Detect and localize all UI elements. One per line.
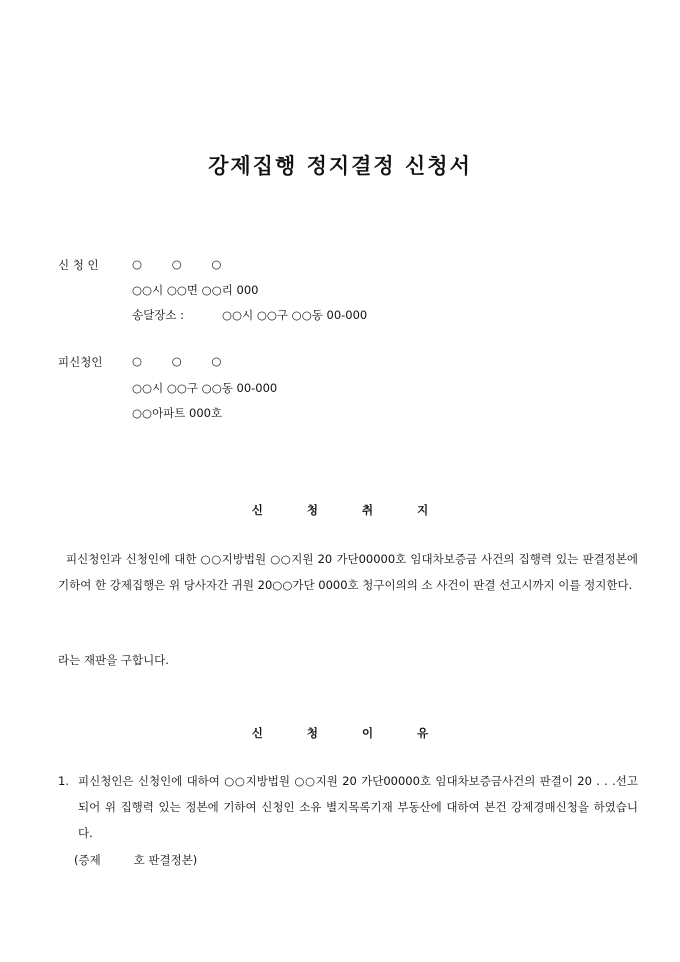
purpose-body: 피신청인과 신청인에 대한 ○○지방법원 ○○지원 20 가단00000호 임대차보증금 사건의 집행력 있는 판결정본에 기하여 한 강제집행은 위 당사자간 귀원 20○○가단 0000호 청구이의의 소 사건이 판결 선고시까지 이를 정지한다.: [58, 552, 638, 592]
applicant-address: ○○시 ○○면 ○○리 000: [132, 283, 259, 297]
respondent-label: 피신청인: [58, 355, 103, 369]
purpose-closing: 라는 재판을 구합니다.: [58, 653, 169, 667]
purpose-heading: 신 청 취 지: [251, 503, 429, 517]
applicant-label: 신 청 인: [58, 258, 99, 272]
respondent-name: ○ ○ ○: [132, 354, 222, 368]
reasons-heading: 신 청 이 유: [251, 726, 429, 740]
reason-item-number: 1.: [58, 774, 69, 788]
applicant-name: ○ ○ ○: [132, 257, 222, 271]
service-address: ○○시 ○○구 ○○동 00-000: [222, 308, 368, 322]
document-title: 강제집행 정지결정 신청서: [208, 153, 472, 178]
reason-evidence: (증제 호 판결정본): [74, 853, 198, 867]
respondent-address-detail: ○○아파트 000호: [132, 406, 223, 420]
service-address-label: 송달장소 :: [132, 308, 184, 322]
reason-item-text: 피신청인은 신청인에 대하여 ○○지방법원 ○○지원 20 가단00000호 임대차보증금사건의 판결이 20 . . .선고되어 위 집행력 있는 정본에 기하여 신청인 소유 별지목록기재 부동산에 대하여 본건 강제경매신청을 하였습니다.: [78, 774, 638, 840]
respondent-address: ○○시 ○○구 ○○동 00-000: [132, 381, 278, 395]
